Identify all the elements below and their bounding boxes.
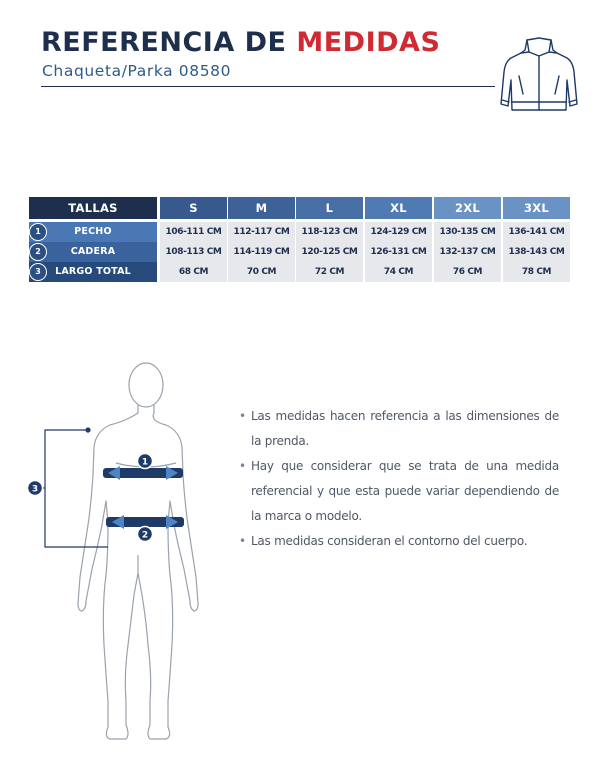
row-number-badge: 1 <box>29 223 47 241</box>
size-header-3xl: 3XL <box>503 197 570 219</box>
note-text: Las medidas hacen referencia a las dimensiones de la prenda. <box>251 409 559 448</box>
size-header-s: S <box>160 197 227 219</box>
svg-text:3: 3 <box>31 484 39 495</box>
note-text: Hay que considerar que se trata de una medida referencial y que esta puede variar dependiendo de la marca o modelo. <box>251 459 559 523</box>
measurement-cell: 130-135 CM <box>434 222 501 242</box>
measurement-cell: 74 CM <box>365 262 432 282</box>
measurement-cell: 70 CM <box>228 262 295 282</box>
body-outline <box>78 363 198 739</box>
size-header-l: L <box>296 197 363 219</box>
measurement-lines <box>35 428 108 547</box>
marker-1 <box>138 454 153 469</box>
note-item <box>237 404 559 454</box>
size-header-xl: XL <box>365 197 432 219</box>
measurement-cell: 124-129 CM <box>365 222 432 242</box>
measurement-cell: 136-141 CM <box>503 222 570 242</box>
size-header-m: M <box>228 197 295 219</box>
note-item <box>237 529 559 554</box>
measurement-cell: 106-111 CM <box>160 222 227 242</box>
row-label: LARGO TOTAL <box>29 262 157 282</box>
row-number-badge: 3 <box>29 263 47 281</box>
svg-text:1: 1 <box>141 457 149 468</box>
measurement-cell: 112-117 CM <box>228 222 295 242</box>
measurement-cell: 76 CM <box>434 262 501 282</box>
bullet-icon: • <box>239 459 246 473</box>
page-subtitle: Chaqueta/Parka 08580 <box>42 62 232 80</box>
row-label: CADERA <box>29 242 157 262</box>
header-divider <box>41 86 495 87</box>
measurement-cell: 68 CM <box>160 262 227 282</box>
measurement-cell: 138-143 CM <box>503 242 570 262</box>
notes-list <box>237 404 559 554</box>
measurement-cell: 78 CM <box>503 262 570 282</box>
note-item <box>237 454 559 529</box>
body-figure <box>20 355 230 755</box>
measurement-cell: 72 CM <box>296 262 363 282</box>
measurement-cell: 114-119 CM <box>228 242 295 262</box>
bullet-icon: • <box>239 534 246 548</box>
measurement-cell: 126-131 CM <box>365 242 432 262</box>
tallas-header: TALLAS <box>29 197 157 219</box>
title-accent: MEDIDAS <box>296 27 441 58</box>
measurement-cell: 132-137 CM <box>434 242 501 262</box>
note-text: Las medidas consideran el contorno del cuerpo. <box>251 534 528 548</box>
measurement-cell: 120-125 CM <box>296 242 363 262</box>
marker-2 <box>138 527 153 542</box>
title-main: REFERENCIA DE <box>41 27 287 58</box>
marker-3 <box>28 481 43 496</box>
measurement-cell: 118-123 CM <box>296 222 363 242</box>
jacket-icon <box>497 32 581 116</box>
page-title <box>41 26 440 60</box>
svg-text:2: 2 <box>141 530 149 541</box>
row-label: PECHO <box>29 222 157 242</box>
row-number-badge: 2 <box>29 243 47 261</box>
size-header-2xl: 2XL <box>434 197 501 219</box>
bullet-icon: • <box>239 409 246 423</box>
measurement-cell: 108-113 CM <box>160 242 227 262</box>
